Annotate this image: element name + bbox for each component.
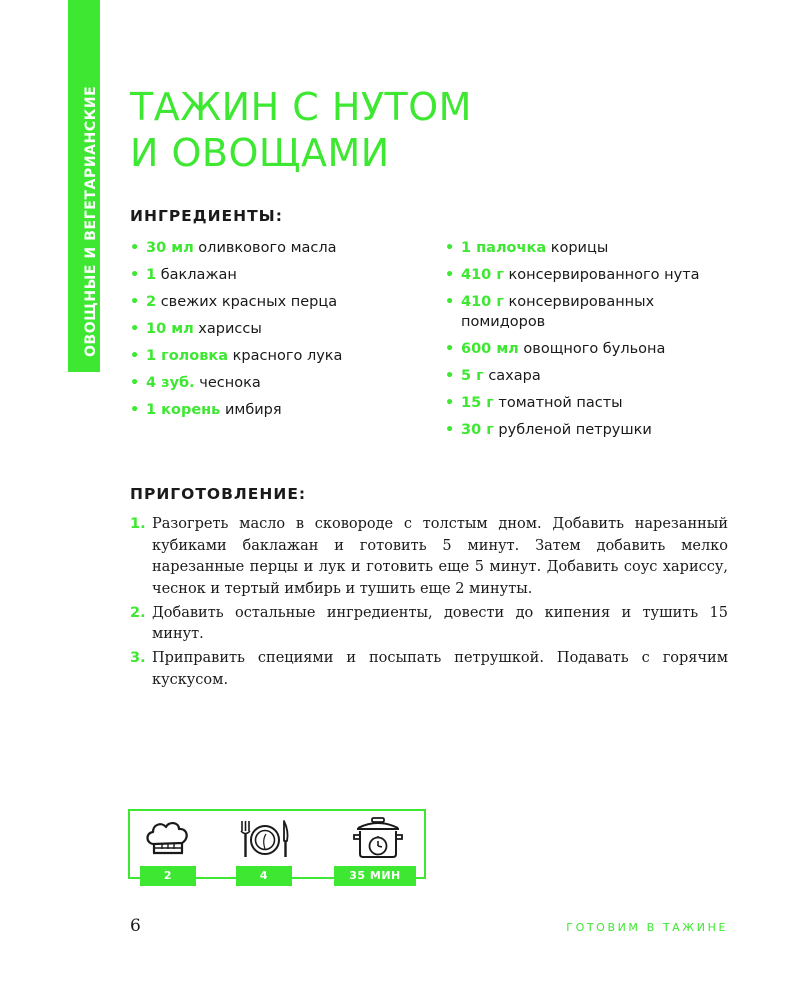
ingredient-name: томатной пасты — [493, 395, 623, 411]
ingredient-quantity: 1 палочка — [461, 240, 547, 256]
preparation-steps — [130, 514, 728, 694]
bullet-icon: • — [445, 341, 455, 357]
step-text: Приправить специями и посыпать петрушкой. Подавать с горячим кускусом. — [152, 650, 728, 688]
ingredient-name: свежих красных перца — [156, 294, 338, 310]
bullet-icon: • — [130, 267, 140, 283]
step-number: 3. — [130, 650, 146, 666]
bullet-icon: • — [130, 375, 140, 391]
chef-hat-icon — [140, 816, 196, 862]
ingredient-item — [445, 393, 735, 413]
ingredient-quantity: 4 зуб. — [146, 375, 195, 391]
ingredient-item — [445, 292, 735, 332]
recipe-title-line-1: ТАЖИН С НУТОМ — [130, 85, 472, 129]
ingredient-name: баклажан — [156, 267, 237, 283]
bullet-icon: • — [130, 294, 140, 310]
ingredient-quantity: 15 г — [461, 395, 494, 411]
pot-timer-icon — [348, 814, 408, 864]
bullet-icon: • — [130, 240, 140, 256]
book-title: ГОТОВИМ В ТАЖИНЕ — [566, 921, 728, 934]
ingredient-name: хариссы — [193, 321, 262, 337]
step-number: 1. — [130, 516, 146, 532]
bullet-icon: • — [130, 402, 140, 418]
ingredient-item — [130, 400, 420, 420]
ingredient-name: консервированных помидоров — [461, 294, 655, 330]
bullet-icon: • — [445, 240, 455, 256]
bullet-icon: • — [130, 348, 140, 364]
preparation-step — [130, 648, 728, 691]
step-text: Добавить остальные ингредиенты, довести до кипения и тушить 15 минут. — [152, 604, 728, 642]
preparation-step — [130, 603, 728, 646]
ingredient-item — [445, 366, 735, 386]
ingredient-item — [445, 238, 735, 258]
ingredient-quantity: 30 г — [461, 422, 494, 438]
ingredient-quantity: 410 г — [461, 267, 504, 283]
ingredient-item — [130, 373, 420, 393]
ingredient-name: рубленой петрушки — [493, 422, 652, 438]
section-side-tab-label: ОВОЩНЫЕ И ВЕГЕТАРИАНСКИЕ — [83, 85, 99, 357]
step-text: Разогреть масло в сковороде с толстым дном. Добавить нарезанный кубиками баклажан и готовить 5 минут. Затем добавить мелко нарезанные перцы и лук и готовить еще 5 минут. Добавить соус хариссу, чеснок и тертый имбирь и тушить еще 2 минуты. — [152, 516, 728, 597]
ingredient-name: овощного бульона — [518, 341, 666, 357]
bullet-icon: • — [130, 321, 140, 337]
ingredients-list-left — [130, 238, 420, 427]
ingredient-quantity: 410 г — [461, 294, 504, 310]
ingredient-item — [130, 238, 420, 258]
step-number: 2. — [130, 604, 146, 621]
page-number: 6 — [130, 916, 141, 936]
ingredient-quantity: 1 головка — [146, 348, 229, 364]
ingredients-heading: ИНГРЕДИЕНТЫ: — [130, 207, 283, 225]
ingredient-item — [130, 292, 420, 312]
preparation-heading: ПРИГОТОВЛЕНИЕ: — [130, 485, 307, 503]
difficulty-value: 2 — [140, 866, 196, 886]
ingredient-quantity: 5 г — [461, 368, 484, 384]
ingredients-list-right — [445, 238, 735, 447]
ingredient-quantity: 2 — [146, 294, 157, 310]
ingredient-item — [130, 319, 420, 339]
recipe-title — [130, 84, 472, 176]
preparation-step — [130, 514, 728, 600]
ingredient-quantity: 1 корень — [146, 402, 221, 418]
ingredient-item — [445, 265, 735, 285]
ingredient-item — [445, 339, 735, 359]
bullet-icon: • — [445, 422, 455, 438]
ingredient-name: корицы — [546, 240, 609, 256]
servings-value: 4 — [236, 866, 292, 886]
ingredient-name: красного лука — [228, 348, 343, 364]
ingredient-item — [130, 265, 420, 285]
ingredient-quantity: 600 мл — [461, 341, 519, 357]
ingredient-quantity: 1 — [146, 267, 157, 283]
bullet-icon: • — [445, 267, 455, 283]
ingredient-name: оливкового масла — [193, 240, 337, 256]
ingredient-name: имбиря — [220, 402, 282, 418]
ingredient-quantity: 10 мл — [146, 321, 194, 337]
ingredient-item — [445, 420, 735, 440]
ingredient-quantity: 30 мл — [146, 240, 194, 256]
ingredient-name: сахара — [483, 368, 541, 384]
bullet-icon: • — [445, 294, 455, 310]
ingredient-name: чеснока — [194, 375, 261, 391]
plate-cutlery-icon — [236, 816, 294, 862]
cooking-time-value: 35 МИН — [334, 866, 416, 886]
bullet-icon: • — [445, 395, 455, 411]
ingredient-item — [130, 346, 420, 366]
recipe-title-line-2: И ОВОЩАМИ — [130, 131, 390, 175]
ingredient-name: консервированного нута — [503, 267, 700, 283]
bullet-icon: • — [445, 368, 455, 384]
